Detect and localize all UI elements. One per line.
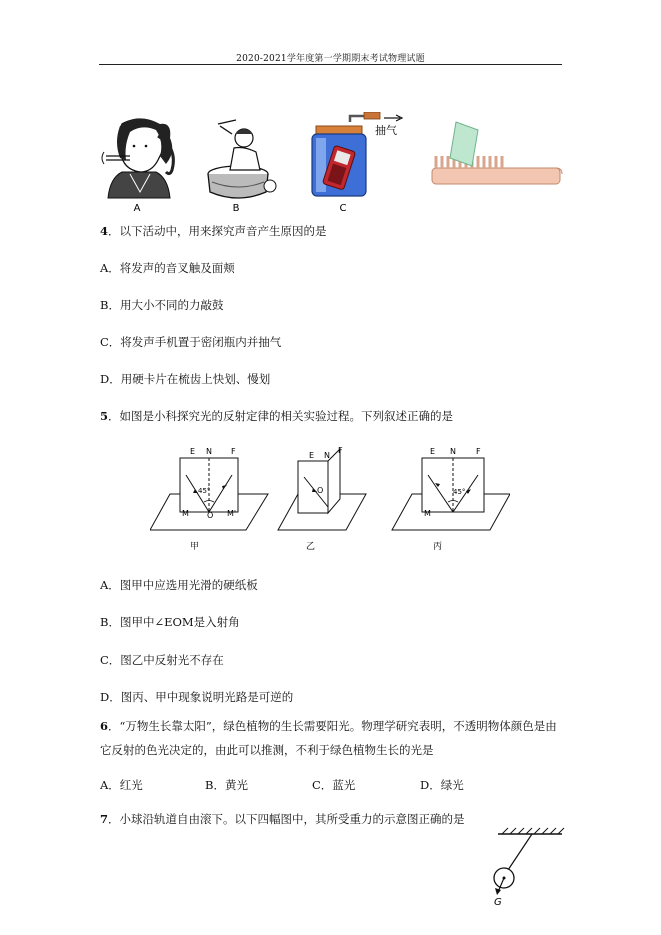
q6-option-c[interactable]: C．蓝光 (312, 778, 356, 792)
label-n: N (206, 447, 212, 456)
question-4-text: 以下活动中，用来探究声音产生原因的是 (119, 224, 327, 238)
label-n-yi: N (324, 451, 330, 460)
panel-yi (278, 446, 366, 552)
tuning-fork-face-illustration (102, 118, 173, 198)
label-m: M (182, 509, 189, 518)
label-m-prime: M' (227, 509, 237, 518)
panel-jia (150, 447, 268, 552)
q5-option-c[interactable]: C．图乙中反射光不存在 (100, 653, 224, 667)
q6-option-d[interactable]: D．绿光 (420, 778, 464, 792)
question-5-text: 如图是小科探究光的反射定律的相关实验过程。下列叙述正确的是 (119, 409, 454, 423)
header-divider (99, 64, 562, 65)
label-e: E (190, 447, 196, 456)
question-6-text-1: “万物生长靠太阳”，绿色植物的生长需要阳光。物理学研究表明，不透明物体颜色是由 (119, 719, 557, 733)
label-o-yi: O (317, 486, 324, 495)
q5-option-d[interactable]: D．图丙、甲中现象说明光路是可逆的 (100, 690, 294, 704)
question-5-number: 5 (100, 409, 109, 423)
caption-bing: 丙 (433, 542, 443, 552)
reflection-experiment-figure (150, 445, 510, 555)
figure-label-a: A (133, 203, 141, 214)
sound-activities-figure (100, 112, 570, 217)
angle-label-bing: 45° (453, 488, 466, 496)
caption-yi: 乙 (306, 542, 316, 552)
q4-option-b[interactable]: B．用大小不同的力敲鼓 (100, 298, 224, 312)
label-m-bing: M (424, 509, 431, 518)
q6-option-a[interactable]: A．红光 (100, 778, 143, 792)
label-e-bing: E (430, 447, 436, 456)
question-6-stem-line1: 6．“万物生长靠太阳”，绿色植物的生长需要阳光。物理学研究表明，不透明物体颜色是由 (100, 719, 557, 733)
pump-label: 抽气 (375, 124, 397, 137)
q4-option-d[interactable]: D．用硬卡片在梳齿上快划、慢划 (100, 372, 271, 386)
q5-option-b[interactable]: B．图甲中∠EOM是入射角 (100, 615, 240, 629)
question-5-stem: 5．如图是小科探究光的反射定律的相关实验过程。下列叙述正确的是 (100, 409, 454, 423)
label-f: F (231, 447, 236, 456)
label-f-bing: F (476, 447, 481, 456)
label-e-yi: E (309, 451, 315, 460)
question-7-text: 小球沿轨道自由滚下。以下四幅图中，其所受重力的示意图正确的是 (119, 812, 465, 826)
q4-option-a[interactable]: A．将发声的音叉触及面颊 (100, 261, 235, 275)
panel-bing (392, 447, 510, 552)
label-f-yi: F (338, 446, 343, 455)
question-6-stem-line2: 它反射的色光决定的，由此可以推测，不利于绿色植物生长的光是 (100, 743, 434, 757)
caption-jia: 甲 (190, 542, 200, 552)
drum-illustration (208, 120, 276, 198)
q4-option-c[interactable]: C．将发声手机置于密闭瓶内并抽气 (100, 335, 282, 349)
label-n-bing: N (450, 447, 456, 456)
question-6-number: 6 (100, 719, 109, 733)
q6-option-b[interactable]: B．黄光 (205, 778, 248, 792)
force-label: G (494, 897, 502, 908)
question-4-stem: 4．以下活动中，用来探究声音产生原因的是 (100, 224, 327, 238)
gravity-diagram-figure (486, 826, 566, 926)
figure-label-c: C (339, 203, 347, 214)
q5-option-a[interactable]: A．图甲中应选用光滑的硬纸板 (100, 578, 258, 592)
comb-card-illustration (432, 122, 562, 184)
label-o: O (207, 511, 214, 520)
question-4-number: 4 (100, 224, 109, 238)
page-header: 2020-2021学年度第一学期期末考试物理试题 (236, 54, 425, 64)
question-7-number: 7 (100, 812, 109, 826)
figure-label-b: B (232, 203, 240, 214)
angle-label: 45° (198, 487, 211, 495)
question-7-stem: 7．小球沿轨道自由滚下。以下四幅图中，其所受重力的示意图正确的是 (100, 812, 465, 826)
